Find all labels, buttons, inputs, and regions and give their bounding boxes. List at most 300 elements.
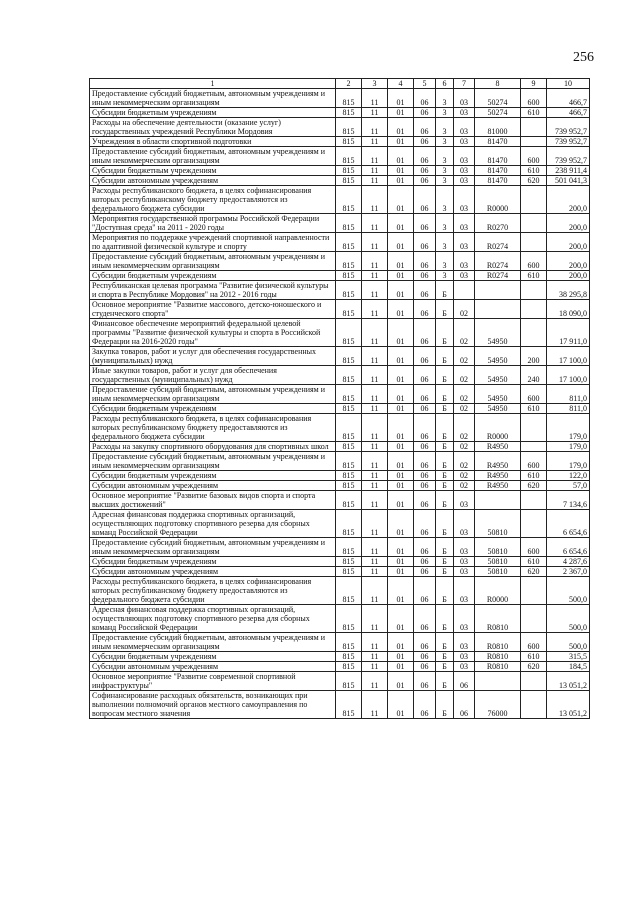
- row-code: 610: [521, 557, 547, 567]
- row-code: 815: [336, 252, 362, 271]
- row-code: 01: [388, 404, 414, 414]
- row-code: 815: [336, 137, 362, 147]
- row-code: 815: [336, 89, 362, 108]
- row-code: 3: [436, 214, 454, 233]
- row-code: 06: [414, 252, 436, 271]
- row-code: 01: [388, 147, 414, 166]
- row-code: [475, 300, 521, 319]
- row-code: 06: [414, 89, 436, 108]
- row-code: 50274: [475, 108, 521, 118]
- row-code: [521, 118, 547, 137]
- row-code: Б: [436, 319, 454, 347]
- row-code: 11: [362, 186, 388, 214]
- row-code: 76000: [475, 691, 521, 719]
- row-code: 815: [336, 108, 362, 118]
- row-code: 815: [336, 385, 362, 404]
- row-code: 54950: [475, 319, 521, 347]
- row-code: 01: [388, 491, 414, 510]
- row-code: 06: [414, 652, 436, 662]
- table-row: [90, 89, 590, 108]
- row-code: 01: [388, 176, 414, 186]
- row-code: 01: [388, 652, 414, 662]
- row-amount: 501 041,3: [547, 176, 590, 186]
- row-name: Субсидии бюджетным учреждениям: [90, 166, 336, 176]
- table-row: [90, 147, 590, 166]
- column-header: 5: [414, 79, 436, 89]
- row-code: 03: [454, 89, 475, 108]
- row-code: 01: [388, 385, 414, 404]
- table-row: [90, 577, 590, 605]
- row-code: 815: [336, 577, 362, 605]
- table-row: [90, 281, 590, 300]
- row-code: 11: [362, 166, 388, 176]
- row-code: R0810: [475, 633, 521, 652]
- row-amount: 811,0: [547, 385, 590, 404]
- row-code: 01: [388, 108, 414, 118]
- row-amount: 500,0: [547, 633, 590, 652]
- row-code: 610: [521, 108, 547, 118]
- row-code: [521, 491, 547, 510]
- row-code: [475, 491, 521, 510]
- row-code: 03: [454, 577, 475, 605]
- row-code: 02: [454, 471, 475, 481]
- row-code: Б: [436, 577, 454, 605]
- row-code: 11: [362, 577, 388, 605]
- row-name: Предоставление субсидий бюджетным, автономным учреждениям и иным некоммерческим организациям: [90, 252, 336, 271]
- row-name: Субсидии автономным учреждениям: [90, 662, 336, 672]
- row-code: 815: [336, 233, 362, 252]
- column-header: 9: [521, 79, 547, 89]
- row-code: [521, 414, 547, 442]
- row-name: Учреждения в области спортивной подготовки: [90, 137, 336, 147]
- row-code: 02: [454, 414, 475, 442]
- row-amount: 57,0: [547, 481, 590, 491]
- row-code: 01: [388, 300, 414, 319]
- row-code: R0270: [475, 214, 521, 233]
- page-number: 256: [573, 50, 594, 65]
- row-code: 03: [454, 662, 475, 672]
- row-code: 03: [454, 491, 475, 510]
- table-row: [90, 414, 590, 442]
- row-code: 01: [388, 166, 414, 176]
- row-code: 81000: [475, 118, 521, 137]
- row-amount: 466,7: [547, 108, 590, 118]
- row-code: [521, 186, 547, 214]
- row-amount: 200,0: [547, 271, 590, 281]
- row-code: 06: [414, 281, 436, 300]
- row-code: 50810: [475, 538, 521, 557]
- table-row: [90, 491, 590, 510]
- row-code: Б: [436, 347, 454, 366]
- row-code: 01: [388, 214, 414, 233]
- row-code: 610: [521, 404, 547, 414]
- table-row: [90, 300, 590, 319]
- row-code: Б: [436, 414, 454, 442]
- row-amount: 500,0: [547, 577, 590, 605]
- row-code: 06: [414, 404, 436, 414]
- row-code: 06: [414, 137, 436, 147]
- row-amount: 2 367,0: [547, 567, 590, 577]
- row-amount: 739 952,7: [547, 147, 590, 166]
- row-code: 01: [388, 567, 414, 577]
- row-code: Б: [436, 605, 454, 633]
- row-code: Б: [436, 481, 454, 491]
- row-code: 815: [336, 271, 362, 281]
- row-code: 815: [336, 491, 362, 510]
- row-code: [475, 672, 521, 691]
- row-code: 03: [454, 118, 475, 137]
- row-code: 815: [336, 471, 362, 481]
- row-code: 01: [388, 471, 414, 481]
- row-amount: 13 051,2: [547, 691, 590, 719]
- row-code: R0000: [475, 186, 521, 214]
- row-code: 11: [362, 481, 388, 491]
- row-code: R4950: [475, 481, 521, 491]
- row-code: 11: [362, 442, 388, 452]
- row-code: 11: [362, 605, 388, 633]
- row-code: 815: [336, 691, 362, 719]
- row-code: 03: [454, 166, 475, 176]
- table-row: [90, 176, 590, 186]
- row-code: 11: [362, 281, 388, 300]
- row-code: 815: [336, 481, 362, 491]
- row-code: 54950: [475, 385, 521, 404]
- row-code: 11: [362, 319, 388, 347]
- row-code: [521, 233, 547, 252]
- row-code: 06: [414, 385, 436, 404]
- row-code: 11: [362, 271, 388, 281]
- row-code: 815: [336, 214, 362, 233]
- row-code: 815: [336, 414, 362, 442]
- table-row: [90, 366, 590, 385]
- row-code: 06: [414, 366, 436, 385]
- row-code: 54950: [475, 366, 521, 385]
- row-name: Закупка товаров, работ и услуг для обеспечения государственных (муниципальных) нужд: [90, 347, 336, 366]
- table-row: [90, 319, 590, 347]
- table-header-row: [90, 79, 590, 89]
- row-code: 06: [414, 691, 436, 719]
- row-code: 06: [414, 633, 436, 652]
- table-row: [90, 108, 590, 118]
- row-code: 11: [362, 652, 388, 662]
- row-code: 11: [362, 118, 388, 137]
- row-code: R0000: [475, 414, 521, 442]
- row-code: 81470: [475, 137, 521, 147]
- row-code: 03: [454, 567, 475, 577]
- row-code: 01: [388, 366, 414, 385]
- row-code: 600: [521, 252, 547, 271]
- row-code: 815: [336, 118, 362, 137]
- row-code: Б: [436, 366, 454, 385]
- table-row: [90, 452, 590, 471]
- row-code: 06: [414, 233, 436, 252]
- row-code: 01: [388, 577, 414, 605]
- row-code: 815: [336, 166, 362, 176]
- row-code: 01: [388, 557, 414, 567]
- row-code: Б: [436, 633, 454, 652]
- row-code: 3: [436, 233, 454, 252]
- row-code: 81470: [475, 147, 521, 166]
- row-code: 815: [336, 366, 362, 385]
- row-code: 02: [454, 300, 475, 319]
- row-name: Основное мероприятие "Развитие базовых видов спорта и спорта высших достижений": [90, 491, 336, 510]
- row-code: 11: [362, 662, 388, 672]
- row-code: 03: [454, 233, 475, 252]
- column-header: 1: [90, 79, 336, 89]
- row-code: 01: [388, 481, 414, 491]
- row-name: Расходы на обеспечение деятельности (оказание услуг) государственных учреждений Республики Мордовия: [90, 118, 336, 137]
- row-code: 240: [521, 366, 547, 385]
- row-code: 06: [414, 605, 436, 633]
- row-code: 11: [362, 366, 388, 385]
- row-code: 02: [454, 481, 475, 491]
- row-name: Предоставление субсидий бюджетным, автономным учреждениям и иным некоммерческим организациям: [90, 147, 336, 166]
- row-code: 02: [454, 366, 475, 385]
- row-code: 01: [388, 137, 414, 147]
- row-code: R0810: [475, 662, 521, 672]
- row-amount: 179,0: [547, 442, 590, 452]
- row-code: 11: [362, 137, 388, 147]
- table-row: [90, 538, 590, 557]
- row-code: [454, 281, 475, 300]
- row-amount: 17 100,0: [547, 347, 590, 366]
- row-amount: 315,5: [547, 652, 590, 662]
- row-code: 06: [414, 214, 436, 233]
- row-name: Субсидии автономным учреждениям: [90, 567, 336, 577]
- row-code: 03: [454, 557, 475, 567]
- row-name: Субсидии бюджетным учреждениям: [90, 652, 336, 662]
- row-code: 600: [521, 385, 547, 404]
- row-code: 11: [362, 471, 388, 481]
- row-code: Б: [436, 491, 454, 510]
- row-amount: 466,7: [547, 89, 590, 108]
- column-header: 10: [547, 79, 590, 89]
- row-code: R4950: [475, 452, 521, 471]
- row-code: R0274: [475, 252, 521, 271]
- row-code: 610: [521, 652, 547, 662]
- row-code: 54950: [475, 404, 521, 414]
- table-row: [90, 605, 590, 633]
- row-code: 01: [388, 510, 414, 538]
- row-code: 01: [388, 347, 414, 366]
- row-code: 11: [362, 108, 388, 118]
- row-code: 03: [454, 510, 475, 538]
- row-code: 01: [388, 118, 414, 137]
- row-amount: 13 051,2: [547, 672, 590, 691]
- row-code: 01: [388, 633, 414, 652]
- row-amount: 179,0: [547, 414, 590, 442]
- row-code: 815: [336, 186, 362, 214]
- table-row: [90, 633, 590, 652]
- row-code: Б: [436, 281, 454, 300]
- row-code: 06: [414, 166, 436, 176]
- row-name: Предоставление субсидий бюджетным, автономным учреждениям и иным некоммерческим организациям: [90, 538, 336, 557]
- row-code: 11: [362, 214, 388, 233]
- row-code: 02: [454, 404, 475, 414]
- row-code: 11: [362, 385, 388, 404]
- row-code: 01: [388, 672, 414, 691]
- row-code: 3: [436, 108, 454, 118]
- row-code: 01: [388, 414, 414, 442]
- row-code: 815: [336, 404, 362, 414]
- row-name: Адресная финансовая поддержка спортивных организаций, осуществляющих подготовку спортивного резерва для сборных команд Российской Федерации: [90, 510, 336, 538]
- table-row: [90, 567, 590, 577]
- table-row: [90, 271, 590, 281]
- row-name: Субсидии бюджетным учреждениям: [90, 271, 336, 281]
- row-name: Основное мероприятие "Развитие современной спортивной инфраструктуры": [90, 672, 336, 691]
- row-code: 815: [336, 442, 362, 452]
- row-name: Субсидии бюджетным учреждениям: [90, 557, 336, 567]
- row-code: 81470: [475, 176, 521, 186]
- row-code: [521, 281, 547, 300]
- table-row: [90, 404, 590, 414]
- column-header: 2: [336, 79, 362, 89]
- row-code: 815: [336, 557, 362, 567]
- table-row: [90, 662, 590, 672]
- row-name: Субсидии бюджетным учреждениям: [90, 404, 336, 414]
- table-row: [90, 137, 590, 147]
- row-code: 620: [521, 567, 547, 577]
- row-code: 600: [521, 633, 547, 652]
- row-code: 11: [362, 691, 388, 719]
- row-code: 3: [436, 186, 454, 214]
- row-code: 815: [336, 347, 362, 366]
- row-code: 03: [454, 176, 475, 186]
- table-row: [90, 214, 590, 233]
- row-code: 03: [454, 252, 475, 271]
- column-header: 4: [388, 79, 414, 89]
- row-code: 11: [362, 347, 388, 366]
- row-code: 11: [362, 176, 388, 186]
- row-code: R0000: [475, 577, 521, 605]
- row-code: [521, 319, 547, 347]
- row-code: 06: [414, 471, 436, 481]
- table-row: [90, 118, 590, 137]
- budget-table: [89, 78, 590, 719]
- row-code: 01: [388, 538, 414, 557]
- row-code: 11: [362, 557, 388, 567]
- row-code: R4950: [475, 442, 521, 452]
- row-amount: 122,0: [547, 471, 590, 481]
- row-code: 815: [336, 452, 362, 471]
- row-code: 11: [362, 404, 388, 414]
- row-amount: 200,0: [547, 186, 590, 214]
- row-code: 03: [454, 605, 475, 633]
- row-code: 06: [414, 557, 436, 567]
- row-amount: 4 287,6: [547, 557, 590, 567]
- row-code: [521, 300, 547, 319]
- row-code: [521, 137, 547, 147]
- row-amount: 500,0: [547, 605, 590, 633]
- row-code: Б: [436, 404, 454, 414]
- table-row: [90, 672, 590, 691]
- row-code: 600: [521, 147, 547, 166]
- row-code: 03: [454, 147, 475, 166]
- row-code: 610: [521, 471, 547, 481]
- row-name: Расходы республиканского бюджета, в целях софинансирования которых республиканскому бюджету предоставляются из федерального бюджета субсидии: [90, 186, 336, 214]
- row-code: 01: [388, 605, 414, 633]
- column-header: 8: [475, 79, 521, 89]
- row-code: 815: [336, 633, 362, 652]
- row-code: 50810: [475, 510, 521, 538]
- row-name: Субсидии автономным учреждениям: [90, 481, 336, 491]
- row-code: [521, 691, 547, 719]
- row-amount: 238 911,4: [547, 166, 590, 176]
- row-code: 815: [336, 605, 362, 633]
- row-amount: 18 090,0: [547, 300, 590, 319]
- row-code: 11: [362, 538, 388, 557]
- row-amount: 6 654,6: [547, 510, 590, 538]
- row-code: 815: [336, 281, 362, 300]
- row-name: Мероприятия по поддержке учреждений спортивной направленности по адаптивной физической культуре и спорту: [90, 233, 336, 252]
- row-code: 01: [388, 452, 414, 471]
- row-name: Предоставление субсидий бюджетным, автономным учреждениям и иным некоммерческим организациям: [90, 89, 336, 108]
- table-row: [90, 481, 590, 491]
- row-code: Б: [436, 442, 454, 452]
- row-code: 06: [414, 672, 436, 691]
- row-name: Мероприятия государственной программы Российской Федерации "Доступная среда" на 2011 - 2020 годы: [90, 214, 336, 233]
- row-code: 815: [336, 147, 362, 166]
- table-row: [90, 186, 590, 214]
- row-code: 3: [436, 89, 454, 108]
- row-code: Б: [436, 557, 454, 567]
- row-code: [475, 281, 521, 300]
- row-code: 06: [414, 442, 436, 452]
- row-name: Иные закупки товаров, работ и услуг для обеспечения государственных (муниципальных) нужд: [90, 366, 336, 385]
- row-name: Адресная финансовая поддержка спортивных организаций, осуществляющих подготовку спортивного резерва для сборных команд Российской Федерации: [90, 605, 336, 633]
- row-code: Б: [436, 652, 454, 662]
- row-code: 11: [362, 233, 388, 252]
- row-code: [521, 672, 547, 691]
- row-code: 200: [521, 347, 547, 366]
- row-code: 03: [454, 214, 475, 233]
- row-code: Б: [436, 672, 454, 691]
- row-code: Б: [436, 662, 454, 672]
- row-code: 11: [362, 567, 388, 577]
- row-code: 815: [336, 538, 362, 557]
- table-row: [90, 471, 590, 481]
- row-code: Б: [436, 567, 454, 577]
- row-name: Субсидии бюджетным учреждениям: [90, 108, 336, 118]
- row-code: 11: [362, 452, 388, 471]
- row-code: 01: [388, 281, 414, 300]
- row-code: 610: [521, 271, 547, 281]
- row-name: Предоставление субсидий бюджетным, автономным учреждениям и иным некоммерческим организациям: [90, 385, 336, 404]
- row-code: Б: [436, 385, 454, 404]
- row-code: 02: [454, 347, 475, 366]
- row-code: 3: [436, 271, 454, 281]
- row-code: 02: [454, 442, 475, 452]
- row-code: 815: [336, 662, 362, 672]
- row-name: Расходы республиканского бюджета, в целях софинансирования которых республиканскому бюджету предоставляются из федерального бюджета субсидии: [90, 414, 336, 442]
- row-code: [521, 577, 547, 605]
- row-code: 11: [362, 491, 388, 510]
- row-code: 06: [414, 491, 436, 510]
- row-code: 01: [388, 319, 414, 347]
- row-name: Предоставление субсидий бюджетным, автономным учреждениям и иным некоммерческим организациям: [90, 633, 336, 652]
- table-row: [90, 442, 590, 452]
- row-code: 02: [454, 385, 475, 404]
- row-code: 06: [454, 691, 475, 719]
- row-code: 3: [436, 147, 454, 166]
- row-code: 01: [388, 252, 414, 271]
- row-code: 06: [414, 538, 436, 557]
- row-code: 06: [414, 510, 436, 538]
- row-code: 06: [414, 481, 436, 491]
- row-code: 06: [414, 577, 436, 605]
- row-code: 06: [414, 108, 436, 118]
- row-code: 06: [414, 176, 436, 186]
